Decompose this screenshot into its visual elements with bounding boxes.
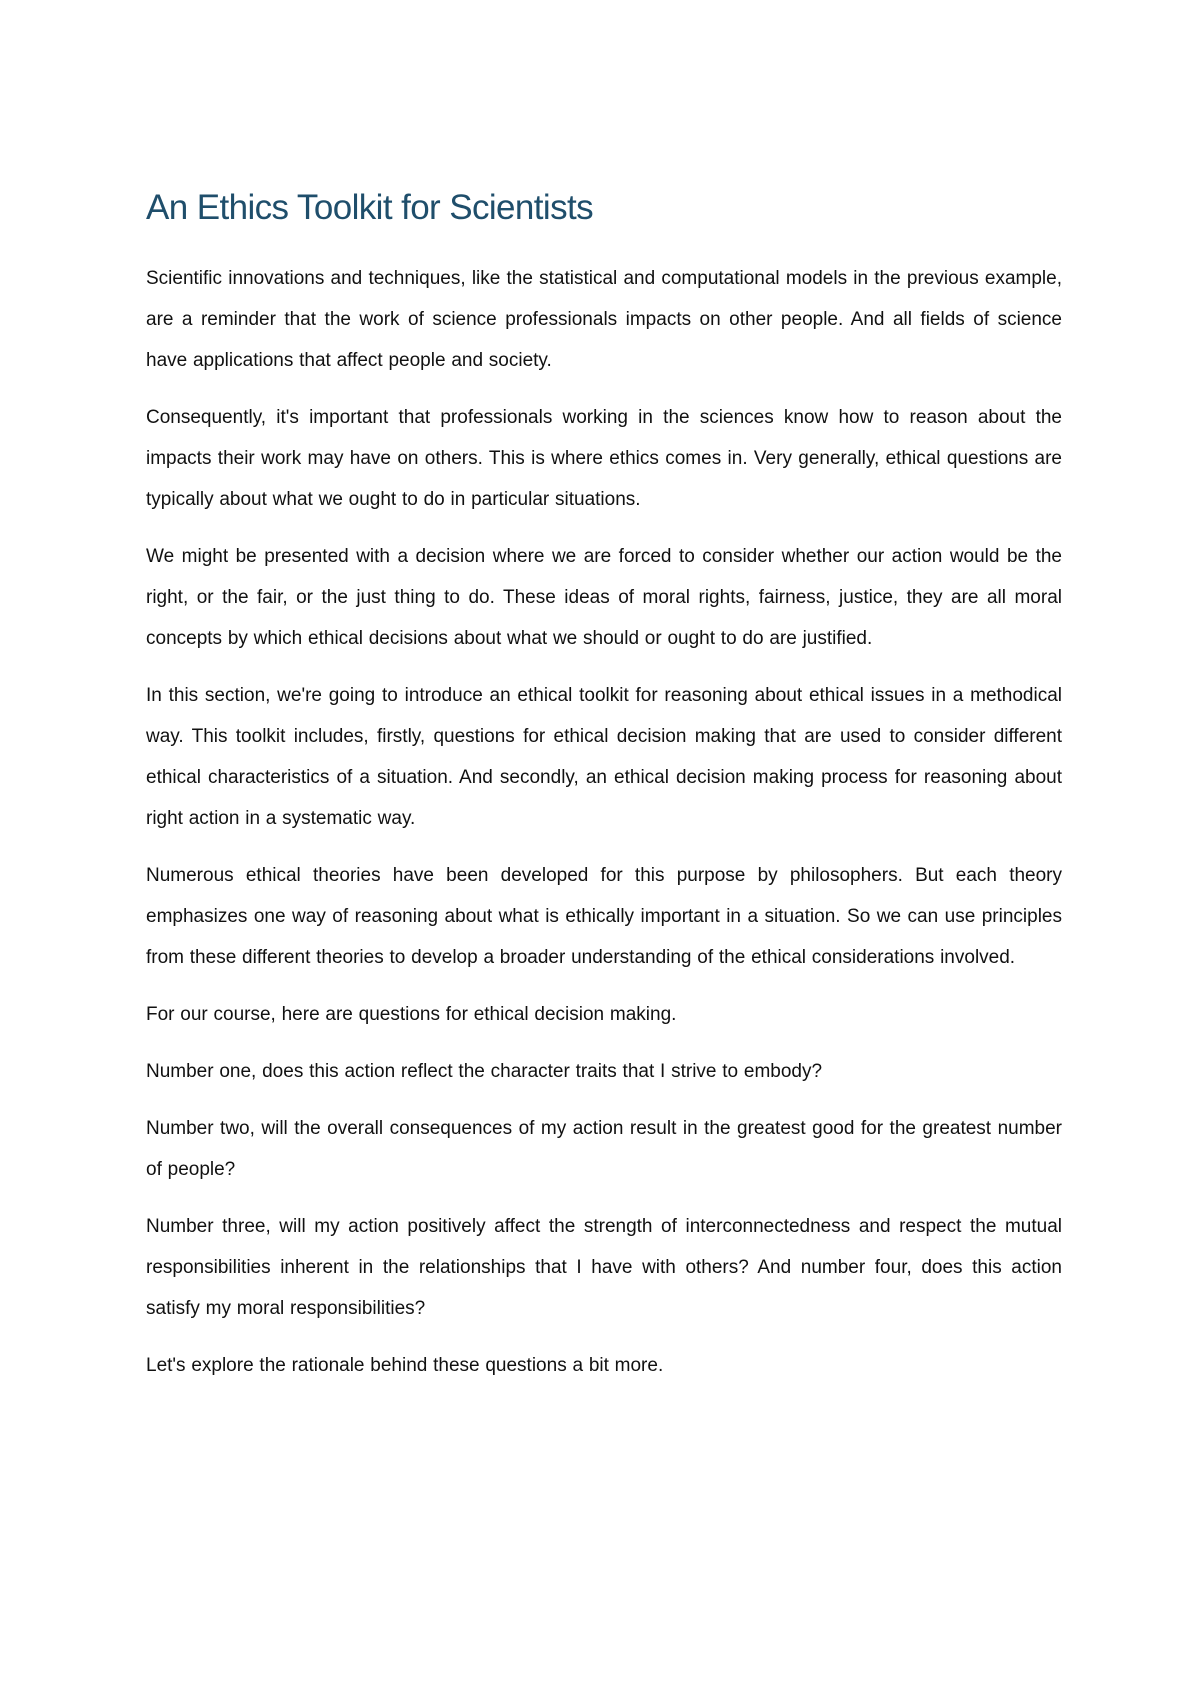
paragraph-question-two: Number two, will the overall consequences of my action result in the greatest good for the greatest number of people? <box>146 1118 1062 1180</box>
document-title: An Ethics Toolkit for Scientists <box>146 188 594 227</box>
paragraph-course-questions: For our course, here are questions for ethical decision making. <box>146 1004 677 1025</box>
paragraph-explore: Let's explore the rationale behind these questions a bit more. <box>146 1355 664 1376</box>
paragraph-theories: Numerous ethical theories have been developed for this purpose by philosophers. But each theory emphasizes one way of reasoning about what is ethically important in a situation. So we can use principles from these different theories to develop a broader understanding of the ethical considerations involved. <box>146 865 1062 968</box>
paragraph-toolkit: In this section, we're going to introduce an ethical toolkit for reasoning about ethical issues in a methodical way. This toolkit includes, firstly, questions for ethical decision making that are used to consider different ethical characteristics of a situation. And secondly, an ethical decision making process for reasoning about right action in a systematic way. <box>146 685 1062 829</box>
paragraph-question-one: Number one, does this action reflect the character traits that I strive to embody? <box>146 1061 823 1082</box>
document-content <box>146 178 1062 1402</box>
paragraph-consequently: Consequently, it's important that professionals working in the sciences know how to reason about the impacts their work may have on others. This is where ethics comes in. Very generally, ethical questions are typically about what we ought to do in particular situations. <box>146 407 1062 510</box>
paragraph-question-three-four: Number three, will my action positively affect the strength of interconnectedness and respect the mutual responsibilities inherent in the relationships that I have with others? And number four, does this action satisfy my moral responsibilities? <box>146 1216 1062 1319</box>
paragraph-intro: Scientific innovations and techniques, like the statistical and computational models in the previous example, are a reminder that the work of science professionals impacts on other people. And all fields of science have applications that affect people and society. <box>146 268 1062 371</box>
paragraph-decision: We might be presented with a decision where we are forced to consider whether our action would be the right, or the fair, or the just thing to do. These ideas of moral rights, fairness, justice, they are all moral concepts by which ethical decisions about what we should or ought to do are justified. <box>146 546 1062 649</box>
